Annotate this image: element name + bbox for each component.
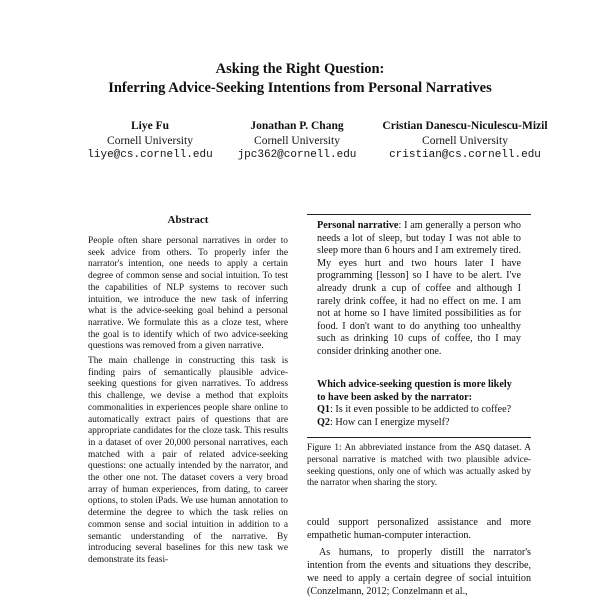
author-name: Liye Fu [130,120,169,132]
figure-1-box [307,214,531,438]
abstract-paragraph-1: People often share personal narratives in order to seek advice from others. To properly infer the narrator's intention, one needs to apply a certain degree of common sense and social intuition. To test the capabilities of NLP systems to recover such intuition, we introduce the new task of inferring what is the advice-seeking goal behind a personal narrative. We formulate this as a cloze test, where the goal is to identify which of two advice-seeking questions was removed from a given narrative. [88,236,288,352]
caption-text-a: Figure 1: An abbreviated instance from the [307,442,475,452]
abstract-heading: Abstract [167,214,209,226]
author-block [360,119,570,163]
q2-text: : How can I energize myself? [330,416,450,428]
narrative-label: Personal narrative [317,220,399,231]
author-email: cristian@cs.cornell.edu [389,149,541,161]
right-column-body [307,516,531,598]
paper-title [0,60,600,98]
body-paragraph-2: As humans, to properly distill the narrator's intention from the events and situations they describe, we need to apply a certain degree of social intuition (Conzelmann, 2012; Conzelmann et al., [307,547,531,597]
author-block [80,119,220,163]
title-line-2: Inferring Advice-Seeking Intentions from Personal Narratives [108,80,492,96]
title-line-1: Asking the Right Question: [215,61,385,77]
author-email: liye@cs.cornell.edu [87,149,213,161]
body-paragraph-1: could support personalized assistance and more empathetic human-computer interaction. [307,517,531,541]
abstract-paragraph-2: The main challenge in constructing this task is finding pairs of semantically plausible advice-seeking questions for given narratives. To address this challenge, we devise a method that exploits commonalities in experiences people share online to automatically extract pairs of questions that are appropriate candidates for the cloze task. This results in a dataset of over 20,000 personal narratives, each matched with a pair of related advice-seeking questions: one actually intended by the narrator, and the other one not. The dataset covers a very broad array of human experiences, from dating, to career options, to stolen iPads. We use human annotation to determine the degree to which the task relies on common sense and social intuition in addition to a semantic understanding of the narrative. By introducing several baselines for this new task we demonstrate its feasi- [88,356,288,565]
question-heading: Which advice-seeking question is more likely to have been asked by the narrator: [317,379,512,403]
figure-caption [307,442,531,488]
caption-text-b: dataset. A personal narrative is matched with two plausible advice-seeking questions, only one of which was actually asked by the narrator when sharing the story. [307,442,532,487]
author-block [222,119,372,163]
author-affiliation: Cornell University [254,134,340,147]
author-affiliation: Cornell University [107,134,193,147]
q2-label: Q2 [317,416,331,428]
question-1 [317,404,521,417]
author-affiliation: Cornell University [422,134,508,147]
abstract-body [88,236,288,570]
author-name: Jonathan P. Chang [250,120,344,132]
question-2 [317,417,521,430]
figure-narrative [317,220,521,359]
narrative-text: : I am generally a person who needs a lot of sleep, but today I was not able to sleep more than 6 hours and I am extremely tired. My eyes hurt and two hours later I have programming [lesson] so I have to be alert. I've already drunk a cup of coffee and although I rarely drink coffee, it had no effect on me. I am not at home so I have limited possibilities as for food. I don't want to do anything too unhealthy such as drinking 10 cups of coffee, tho I may consider drinking another one. [317,220,522,357]
caption-dataset-name: ASQ [474,443,491,453]
author-name: Cristian Danescu-Niculescu-Mizil [382,120,548,132]
author-email: jpc362@cornell.edu [237,149,357,161]
figure-questions [317,379,521,429]
q1-label: Q1 [317,404,331,416]
q1-text: : Is it even possible to be addicted to coffee? [330,404,512,416]
